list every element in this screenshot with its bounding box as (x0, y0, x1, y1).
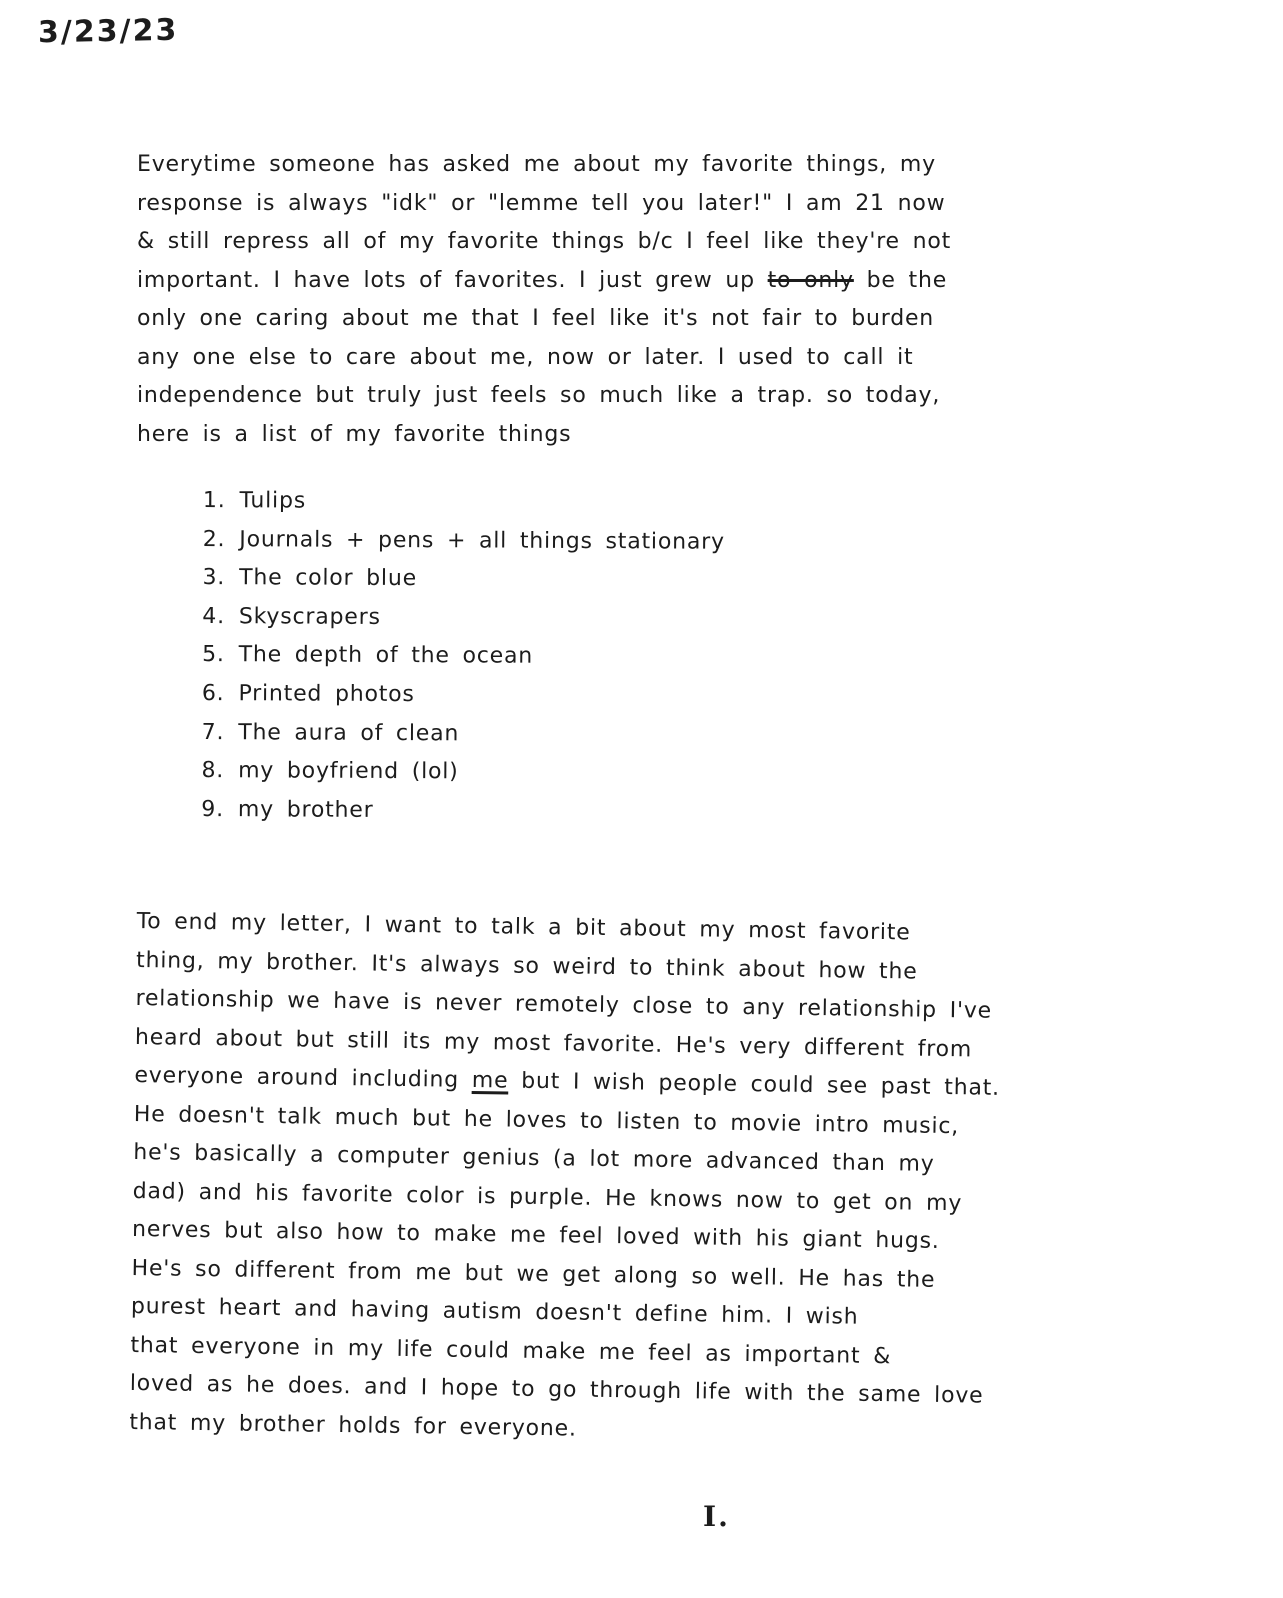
letter-date: 3/23/23 (37, 12, 179, 51)
closing-line-text: He's so different from me but we get along so well. He has the (131, 1255, 936, 1293)
closing-line-text: To end my letter, I want to talk a bit about my most favorite (136, 908, 911, 946)
list-item-text: The aura of clean (238, 719, 460, 746)
list-item-text: Skyscrapers (238, 603, 381, 630)
intro-line-text: only one caring about me that I feel like it's not fair to burden (137, 306, 935, 331)
closing-line-text: nerves but also how to make me feel loved with his giant hugs. (131, 1216, 940, 1254)
list-item-number: 9. (201, 796, 224, 822)
closing-line-text: dad) and his favorite color is purple. He knows now to get on my (132, 1178, 963, 1216)
list-item-text: The color blue (239, 565, 418, 592)
list-item (202, 681, 724, 722)
list-item (202, 642, 724, 683)
list-item (202, 604, 724, 645)
list-item-text: The depth of the ocean (238, 642, 534, 670)
closing-paragraph (129, 903, 1002, 1455)
struck-out-text: to only (767, 267, 854, 293)
intro-line (137, 185, 951, 224)
list-item-number: 7. (201, 719, 225, 745)
closing-line-text: He doesn't talk much but he loves to listen to movie intro music, (133, 1101, 960, 1139)
closing-line-text: heard about but still its my most favorite. He's very different from (134, 1024, 973, 1062)
intro-line (137, 300, 951, 339)
list-item (203, 527, 725, 568)
intro-line-text: be the (853, 267, 948, 293)
intro-line-text: Everytime someone has asked me about my favorite things, my (137, 152, 936, 177)
closing-line-text: that my brother holds for everyone. (129, 1409, 577, 1442)
signature-initial: I. (703, 1500, 730, 1533)
intro-line-text: & still repress all of my favorite things b/c I feel like they're not (137, 229, 952, 254)
intro-line-text: response is always "idk" or "lemme tell you later!" I am 21 now (137, 190, 946, 216)
closing-line-text: everyone around including (134, 1062, 473, 1093)
intro-line-text: independence but truly just feels so much like a trap. so today, (137, 383, 941, 408)
list-item-text: my brother (237, 796, 374, 823)
closing-line-text: he's basically a computer genius (a lot more advanced than my (133, 1139, 935, 1177)
list-item (201, 758, 723, 799)
list-item (201, 797, 723, 838)
intro-line (137, 339, 951, 378)
closing-line-text: relationship we have is never remotely close to any relationship I've (135, 985, 993, 1024)
intro-paragraph (137, 146, 951, 454)
list-item (202, 720, 724, 761)
intro-line (137, 377, 951, 416)
list-item-number: 5. (202, 642, 225, 668)
list-item-text: Printed photos (238, 681, 415, 708)
closing-line-text: that everyone in my life could make me feel as important & (130, 1332, 892, 1369)
list-item-number: 2. (202, 526, 226, 552)
intro-line (137, 223, 951, 262)
list-item-text: Tulips (239, 488, 307, 514)
list-item-number: 1. (202, 488, 226, 514)
list-item-number: 4. (202, 603, 225, 629)
intro-line (137, 262, 951, 301)
list-item-number: 6. (201, 680, 225, 707)
closing-line-text: thing, my brother. It's always so weird to think about how the (135, 947, 918, 985)
intro-line-text: here is a list of my favorite things (137, 421, 572, 447)
list-item-text: Journals + pens + all things stationary (239, 526, 725, 555)
closing-line-text: purest heart and having autism doesn't define him. I wish (130, 1293, 859, 1330)
intro-line-text: any one else to care about me, now or later. I used to call it (137, 344, 914, 370)
intro-line (137, 146, 951, 185)
favorites-list (201, 488, 725, 838)
list-item-text: my boyfriend (lol) (238, 758, 459, 785)
underlined-text: me (471, 1067, 509, 1094)
list-item (202, 565, 724, 606)
list-item (203, 488, 725, 529)
closing-line-text: loved as he does. and I hope to go through life with the same love (129, 1370, 984, 1409)
closing-line-text: but I wish people could see past that. (508, 1068, 1001, 1101)
list-item-number: 3. (202, 565, 226, 591)
intro-line (137, 416, 951, 455)
list-item-number: 8. (201, 758, 225, 784)
intro-line-text: important. I have lots of favorites. I just grew up (137, 267, 768, 293)
